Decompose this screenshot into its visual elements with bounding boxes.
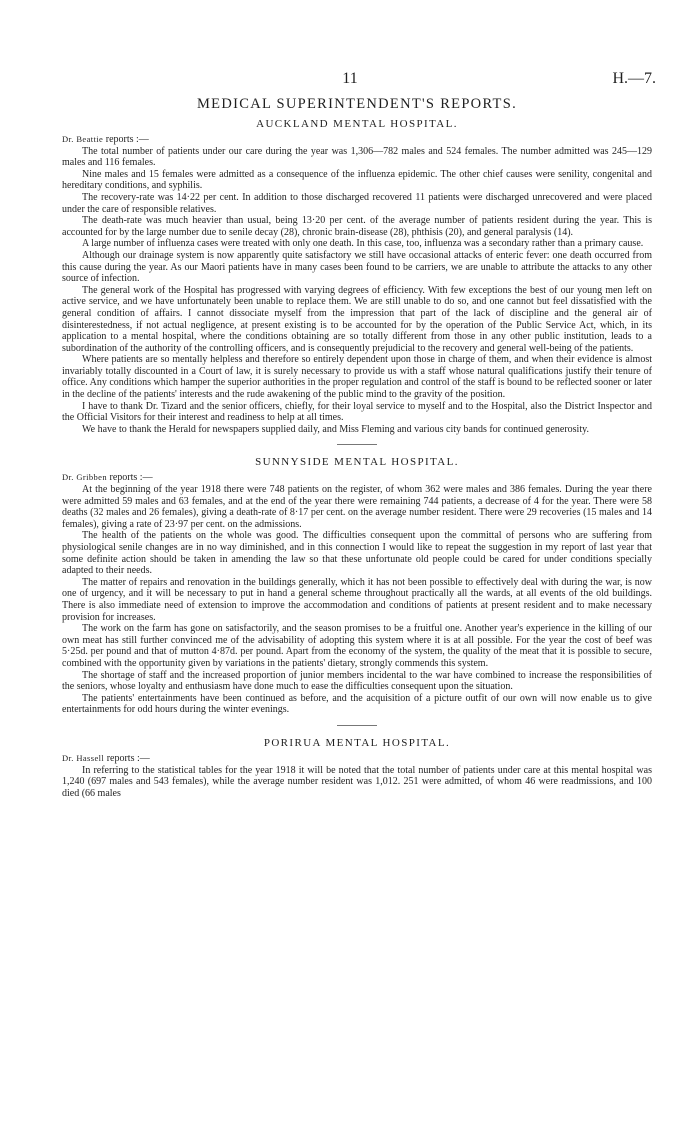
section-title: PORIRUA MENTAL HOSPITAL. (263, 736, 451, 749)
paragraph: The health of the patients on the whole was good. The difficulties consequent upon the committal of persons who are suffering from physiological senile changes are in no way diminished, and in this connection I would like to repeat the suggestion in my report of last year that some definite action should be taken in amending the law so that these unfortunate old people could be cared for under conditions specially adapted to their needs. (62, 530, 652, 577)
paragraph: In referring to the statistical tables for the year 1918 it will be noted that the total number of patients under care at this mental hospital was 1,240 (697 males and 543 females), while the average number resident was 1,012. 251 were admitted, of whom 46 were readmissions, and 100 died (66 males (62, 764, 652, 799)
paragraph: The patients' entertainments have been continued as before, and the acquisition of a picture outfit of our own will now enable us to give entertainments for odd hours during the winter evenings. (62, 692, 652, 716)
paragraph: A large number of influenza cases were treated with only one death. In this case, too, influenza was a secondary rather than a primary cause. (82, 238, 644, 250)
author-name: Dr. Hassell (62, 752, 105, 763)
paragraph: At the beginning of the year 1918 there were 748 patients on the register, of whom 362 were males and 386 females. During the year there were admitted 59 males and 63 females, and at the end of the year there were remaining 744 patients, a decrease of 4 for the year. There were 58 deaths (32 males and 26 females), giving a death-rate of 8·17 per cent. on the average number resident. There were 29 recoveries (15 males and 14 females), giving a rate of 23·97 per cent. on the admissions. (62, 484, 652, 530)
section-auckland (62, 118, 652, 435)
author-name: Dr. Beattie (62, 134, 104, 144)
paragraph: The shortage of staff and the increased proportion of junior members incidental to the war have combined to increase the responsibilities of the seniors, whose loyalty and enthusiasm have done much to ease the difficulties consequent upon the situation. (62, 669, 652, 693)
paragraph: The recovery-rate was 14·22 per cent. In addition to those discharged recovered 11 patients were discharged unrecovered and were placed under the care of responsible relatives. (62, 191, 652, 215)
paragraph: Although our drainage system is now apparently quite satisfactory we still have occasional attacks of enteric fever: one death occurred from this cause during the year. As our Maori patients have in many cases been found to be carriers, we are unable to attribute the attacks to any other source of infection. (62, 249, 652, 285)
paragraph: I have to thank Dr. Tizard and the senior officers, chiefly, for their loyal service to myself and to the Hospital, also the District Inspector and the Official Visitors for their interest and readiness to help at all times. (62, 400, 652, 424)
document-reference: H.—7. (612, 70, 656, 87)
section-divider (337, 444, 377, 445)
report-body (62, 96, 652, 799)
paragraph: The general work of the Hospital has progressed with varying degrees of efficiency. With few exceptions the best of our young men left on active service, and we have unfortunately been unable to replace them. We are still unable to do so, and one cannot but feel dissatisfied with the general condition of affairs. I cannot dissociate myself from the impression that part of the lack of discipline and the general air of disinterestedness, if not actual negligence, at present existing is to be accounted for by the operation of the Public Service Act, which, in its application to a mental hospital, where the conditions obtaining are so totally different from those in any other public institution, leads to a subordination of the authority of the controlling officers, and is consequently prejudicial to the recovery and general well-being of the patients. (62, 284, 652, 354)
author-line (62, 134, 652, 146)
section-sunnyside (62, 456, 652, 715)
page-header (0, 70, 700, 90)
author-name: Dr. Gribben (62, 472, 108, 483)
page-number: 11 (342, 70, 358, 87)
paragraph: The death-rate was much heavier than usual, being 13·20 per cent. of the average number of patients resident during the year. This is accounted for by the large number due to senile decay (28), chronic brain-disease (28), phthisis (20), and general paralysis (14). (62, 215, 652, 238)
paragraph: The work on the farm has gone on satisfactorily, and the season promises to be a fruitful one. Another year's experience in the killing of our own meat has still further convinced me of the advisability of adopting this system where it is at all possible. For the year the cost of beef was 5·25d. per pound and that of mutton 4·87d. per pound. Apart from the economy of the system, the quality of the meat that it is possible to secure, combined with the opportunity given by variations in the patients' dietary, strongly commends this system. (62, 623, 652, 669)
section-title: SUNNYSIDE MENTAL HOSPITAL. (255, 456, 459, 469)
paragraph: The matter of repairs and renovation in the buildings generally, which it has not been possible to effectively deal with during the war, is now one of urgency, and it will be necessary to put in hand a general scheme throughout practically all the wards, at all events of the old buildings. There is also immediate need of extension to improve the accommodation and conditions of patients at present resident and to make necessary provision for increases. (62, 576, 652, 623)
section-divider (337, 725, 377, 726)
paragraph: The total number of patients under our care during the year was 1,306—782 males and 524 females. The number admitted was 245—129 males and 116 females. (62, 145, 652, 169)
section-porirua (62, 737, 652, 799)
main-title: MEDICAL SUPERINTENDENT'S REPORTS. (196, 96, 518, 112)
author-suffix: reports :— (104, 752, 150, 764)
paragraph: Nine males and 15 females were admitted as a consequence of the influenza epidemic. The other chief causes were senility, congenital and hereditary conditions, and syphilis. (62, 168, 652, 192)
author-line (62, 753, 652, 765)
paragraph: We have to thank the Herald for newspapers supplied daily, and Miss Fleming and various city bands for continued generosity. (82, 423, 589, 435)
author-line (62, 472, 652, 484)
author-suffix: reports :— (107, 472, 153, 484)
paragraph: Where patients are so mentally helpless and therefore so entirely dependent upon those in charge of them, and when their evidence is almost invariably totally discounted in a Court of law, it is surely necessary to provide us with a staff whose natural qualifications justify their tenure of office. Any conditions which hamper the superior authorities in the proper regulation and control of the staff is bound to be reflected sooner or later in the decline of the patients' interests and the rude awakening of the public mind to the gravity of the position. (62, 354, 652, 401)
section-title: AUCKLAND MENTAL HOSPITAL. (256, 118, 458, 130)
author-suffix: reports :— (103, 134, 149, 145)
